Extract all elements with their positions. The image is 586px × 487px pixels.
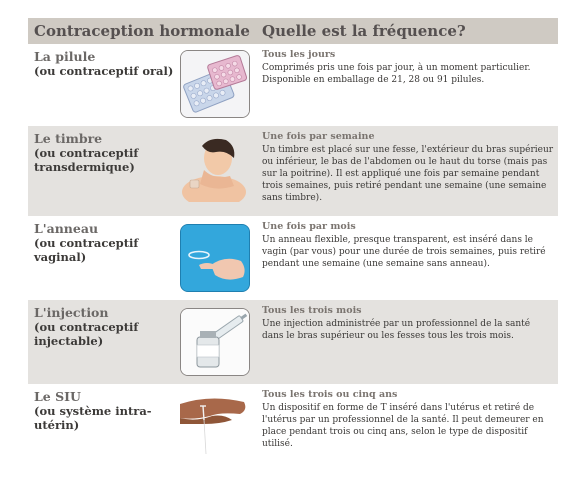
frequency: Une fois par semaine	[262, 131, 375, 142]
method-cell	[34, 50, 184, 78]
method-cell	[34, 390, 184, 432]
method-name: Le SIU	[34, 389, 81, 404]
method-subtitle: (ou contraceptif vaginal)	[34, 236, 139, 264]
row-patch	[28, 126, 558, 216]
method-cell	[34, 306, 184, 348]
pill-packs-icon	[180, 50, 250, 118]
patch-on-shoulder-icon	[180, 136, 248, 202]
description: Un dispositif en forme de T inséré dans l'utérus et retiré de l'utérus par un professionnel de la santé. Il peut demeurer en place pendant trois ou cinq ans, selon le type de dispositif utilisé.	[262, 403, 544, 449]
frequency: Tous les trois mois	[262, 305, 362, 316]
contraception-table	[28, 18, 558, 465]
method-name: L'anneau	[34, 221, 99, 236]
row-injection	[28, 300, 558, 384]
table-header	[28, 18, 558, 44]
description: Un timbre est placé sur une fesse, l'extérieur du bras supérieur ou inférieur, le bas de l'abdomen ou le haut du torse (mais pas sur la poitrine). Il est appliqué une fois par semaine pendant trois semaines, puis retiré pendant une semaine (une semaine sans timbre).	[262, 145, 554, 203]
method-subtitle: (ou contraceptif transdermique)	[34, 146, 139, 174]
row-ring	[28, 216, 558, 300]
description: Un anneau flexible, presque transparent, est inséré dans le vagin (par vous) pour une durée de trois semaines, puis retiré pendant une semaine (une semaine sans anneau).	[262, 235, 546, 269]
method-subtitle: (ou contraceptif oral)	[34, 64, 174, 78]
iud-in-hand-icon	[180, 390, 248, 456]
method-name: Le timbre	[34, 131, 103, 146]
frequency: Tous les jours	[262, 49, 336, 60]
method-cell	[34, 222, 184, 264]
row-pill	[28, 44, 558, 126]
header-frequency: Quelle est la fréquence?	[262, 22, 466, 40]
row-iud	[28, 384, 558, 465]
method-cell	[34, 132, 184, 174]
header-method: Contraception hormonale	[34, 22, 250, 40]
frequency: Tous les trois ou cinq ans	[262, 389, 398, 400]
method-name: L'injection	[34, 305, 109, 320]
method-name: La pilule	[34, 49, 96, 64]
hand-holding-ring-icon	[180, 224, 250, 292]
method-subtitle: (ou contraceptif injectable)	[34, 320, 139, 348]
frequency: Une fois par mois	[262, 221, 356, 232]
description: Une injection administrée par un professionnel de la santé dans le bras supérieur ou les fesses tous les trois mois.	[262, 319, 531, 341]
description: Comprimés pris une fois par jour, à un moment particulier. Disponible en emballage de 21, 28 ou 91 pilules.	[262, 63, 531, 85]
method-subtitle: (ou système intra-utérin)	[34, 404, 152, 432]
vial-syringe-icon	[180, 308, 250, 376]
